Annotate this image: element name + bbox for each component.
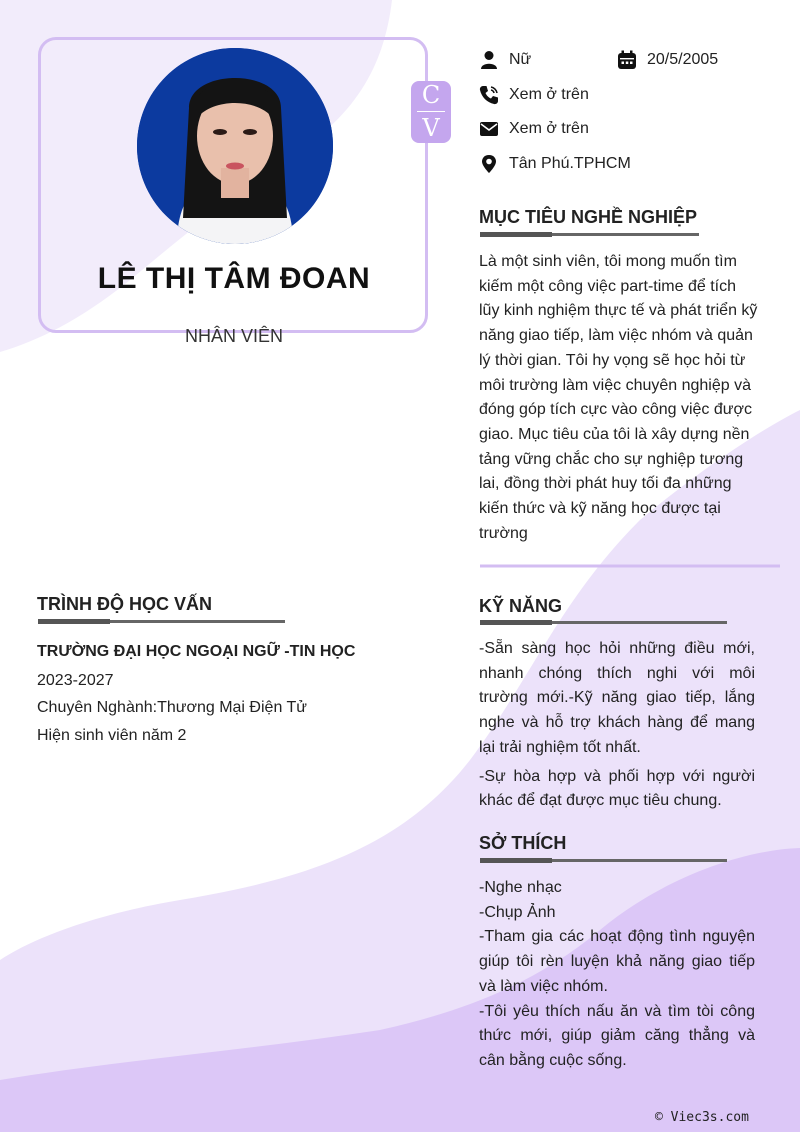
cv-badge-bottom: V: [422, 114, 440, 142]
objective-line: kiếm một công việc part-time để tích: [479, 277, 736, 295]
candidate-name: LÊ THỊ TÂM ĐOAN: [97, 262, 371, 295]
email-text: Xem ở trên: [509, 120, 589, 137]
calendar-icon: [617, 50, 637, 70]
education-major: Chuyên Nghành:Thương Mại Điện Tử: [37, 699, 307, 716]
hobbies-heading: SỞ THÍCH: [479, 833, 567, 853]
objective-line: năng giao tiếp, làm việc nhóm và quản: [479, 327, 753, 345]
gender-row: [479, 50, 531, 70]
hobby-item: -Tham gia các hoạt động tình nguyện giúp tôi rèn luyện khả năng giao tiếp và làm việc nhóm.: [479, 928, 755, 995]
cv-badge: [411, 81, 451, 143]
candidate-role: NHÂN VIÊN: [184, 326, 283, 346]
skill-item: -Sẵn sàng học hỏi những điều mới, nhanh chóng thích nghi với môi trường mới.-Kỹ năng giao tiếp, lắng nghe và hỗ trợ khách hàng để mang lại trải nghiệm tốt nhất.: [479, 640, 755, 756]
education-divider: [38, 620, 285, 623]
skills-divider: [480, 621, 727, 624]
objective-line: môi trường làm việc chuyên nghiệp và: [479, 376, 751, 394]
location-pin-icon: [479, 154, 499, 174]
hobbies-list: [479, 876, 755, 1074]
hobby-item: -Nghe nhạc: [479, 879, 562, 896]
gender-text: Nữ: [509, 51, 532, 68]
copyright-text: © Viec3s.com: [655, 1110, 749, 1125]
skills-heading: KỸ NĂNG: [479, 596, 563, 616]
objective-line: giao. Mục tiêu của tôi là xây dựng nền: [479, 425, 750, 443]
address-text: Tân Phú.TPHCM: [509, 155, 631, 172]
email-row: [479, 119, 589, 139]
skill-item: -Sự hòa hợp và phối hợp với người khác để đạt được mục tiêu chung.: [479, 767, 755, 810]
objective-heading: MỤC TIÊU NGHỀ NGHIỆP: [479, 207, 698, 227]
cv-badge-top: C: [421, 81, 441, 109]
objective-line: lý thời gian. Tôi hy vọng sẽ học hỏi từ: [479, 351, 746, 369]
phone-text: Xem ở trên: [509, 86, 589, 103]
skills-list: [479, 637, 755, 814]
objective-line: lai, đồng thời phát huy tối đa những: [479, 475, 732, 493]
profile-photo: [137, 48, 333, 244]
objective-line: Là một sinh viên, tôi mong muốn tìm: [479, 253, 737, 270]
objective-line: tảng vững chắc cho sự nghiệp tương: [479, 450, 744, 468]
address-row: [479, 154, 631, 174]
education-school: TRƯỜNG ĐẠI HỌC NGOẠI NGỮ -TIN HỌC: [37, 643, 356, 660]
phone-row: [479, 85, 589, 105]
education-heading: TRÌNH ĐỘ HỌC VẤN: [37, 594, 212, 614]
objective-line: lũy kinh nghiệm thực tế và phát triển kỹ: [479, 302, 758, 320]
hobby-item: -Tôi yêu thích nấu ăn và tìm tòi công thức mới, giúp giảm căng thẳng và cân bằng cuộc sống.: [479, 1002, 755, 1069]
objective-text: [479, 250, 784, 546]
education-status: Hiện sinh viên năm 2: [37, 727, 187, 744]
mail-icon: [479, 119, 499, 139]
education-years: 2023-2027: [37, 672, 114, 689]
birthdate-text: 20/5/2005: [647, 51, 719, 68]
birthdate-row: [617, 50, 718, 70]
hobby-item: -Chụp Ảnh: [479, 903, 556, 921]
phone-icon: [479, 85, 499, 105]
objective-line: trường: [479, 524, 528, 542]
person-icon: [479, 50, 499, 70]
objective-line: kiến thức và kỹ năng học được tại: [479, 500, 721, 518]
hobbies-divider: [480, 859, 727, 862]
objective-divider: [480, 233, 699, 236]
objective-line: đóng góp tích cực vào công việc được: [479, 401, 752, 419]
